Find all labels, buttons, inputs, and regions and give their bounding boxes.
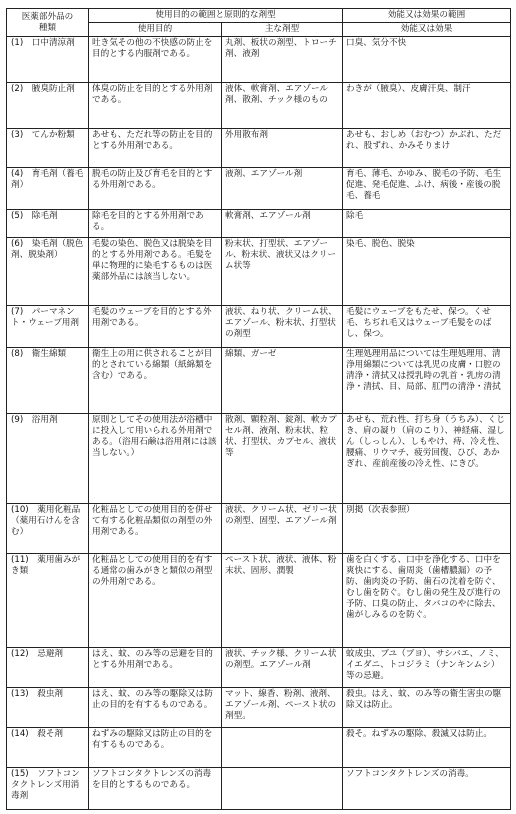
header-category xyxy=(7,9,89,37)
table-row xyxy=(7,414,511,504)
table-row xyxy=(7,688,511,728)
category-cell: (13) 殺虫剤 xyxy=(7,688,89,728)
efficacy-cell: あせも、荒れ性、打ち身（うちみ）、くじき、肩の凝り（肩のこり）、神経痛、湿しん（しっしん）、しもやけ、痔、冷え性、腰痛、リウマチ、疲労回復、ひび、あかぎれ、産前産後の冷え性、にきび。 xyxy=(343,414,511,504)
quasi-drug-table xyxy=(6,8,511,810)
efficacy-cell: 生理処理用品については生理処理用、清浄用綿類については乳児の皮膚・口腔の清浄・清拭又は授乳時の乳首・乳房の清浄・清拭、目、局部、肛門の清浄・清拭 xyxy=(343,348,511,414)
table-row xyxy=(7,348,511,414)
table-row xyxy=(7,168,511,210)
dosage-cell: 綿類、ガーゼ xyxy=(222,348,343,414)
table-row xyxy=(7,129,511,168)
dosage-cell: 液状、ねり状、クリーム状、エアゾール、粉末状、打型状の剤型 xyxy=(222,306,343,348)
category-cell: (4) 育毛剤（養毛剤） xyxy=(7,168,89,210)
efficacy-cell: 染毛、脱色、脱染 xyxy=(343,238,511,306)
header-category-line2: 種類 xyxy=(38,22,57,33)
header-dosage: 主な剤型 xyxy=(222,23,343,37)
efficacy-cell: 殺虫。はえ、蚊、のみ等の衛生害虫の駆除又は防止。 xyxy=(343,688,511,728)
header-efficacy: 効能又は効果 xyxy=(343,23,511,37)
efficacy-cell: 口臭、気分不快 xyxy=(343,37,511,83)
purpose-cell: 除毛を目的とする外用剤である。 xyxy=(89,210,222,238)
category-cell: (2) 腋臭防止剤 xyxy=(7,83,89,129)
purpose-cell: はえ、蚊、のみ等の忌避を目的とする外用剤である。 xyxy=(89,648,222,688)
dosage-cell xyxy=(222,768,343,810)
category-cell: (8) 衛生綿類 xyxy=(7,348,89,414)
table-row xyxy=(7,83,511,129)
category-cell: (15) ソフトコンタクトレンズ用消毒剤 xyxy=(7,768,89,810)
dosage-cell: 粉末状、打型状、エアゾール、粉末状、液状又はクリーム状等 xyxy=(222,238,343,306)
purpose-cell: 体臭の防止を目的とする外用剤である。 xyxy=(89,83,222,129)
efficacy-cell: 殺そ。ねずみの駆除、殺滅又は防止。 xyxy=(343,728,511,768)
category-cell: (11) 薬用歯みがき類 xyxy=(7,554,89,648)
header-purpose-group: 使用目的の範囲と原則的な剤型 xyxy=(89,9,343,23)
header-category-line1: 医薬部外品の xyxy=(21,11,74,22)
table-row xyxy=(7,37,511,83)
category-cell: (14) 殺そ剤 xyxy=(7,728,89,768)
header-efficacy-group: 効能又は効果の範囲 xyxy=(343,9,511,23)
category-cell: (7) パーマネント・ウェーブ用剤 xyxy=(7,306,89,348)
dosage-cell: マット、線香、粉剤、液剤、エアゾール剤、ペースト状の剤型。 xyxy=(222,688,343,728)
purpose-cell: あせも、ただれ等の防止を目的とする外用剤である。 xyxy=(89,129,222,168)
category-cell: (3) てんか粉類 xyxy=(7,129,89,168)
dosage-cell: 丸剤、板状の剤型、トローチ剤、液剤 xyxy=(222,37,343,83)
efficacy-cell: 除毛 xyxy=(343,210,511,238)
category-cell: (12) 忌避剤 xyxy=(7,648,89,688)
category-cell: (1) 口中清涼剤 xyxy=(7,37,89,83)
category-cell: (9) 浴用剤 xyxy=(7,414,89,504)
purpose-cell: 毛髪の染色、脱色又は脱染を目的とする外用剤である。毛髪を単に物理的に染毛するものは医薬部外品には該当しない。 xyxy=(89,238,222,306)
table-row xyxy=(7,728,511,768)
table-row xyxy=(7,504,511,554)
efficacy-cell: 育毛、薄毛、かゆみ、脱毛の予防、毛生促進、発毛促進、ふけ、病後・産後の脱毛、養毛 xyxy=(343,168,511,210)
purpose-cell: はえ、蚊、のみ等の駆除又は防止の目的を有するものである。 xyxy=(89,688,222,728)
efficacy-cell: わきが（腋臭）、皮膚汗臭、制汗 xyxy=(343,83,511,129)
dosage-cell: 液状、チック様、クリーム状の剤型。エアゾール剤 xyxy=(222,648,343,688)
purpose-cell: 毛髪のウェーブを目的とする外用剤である。 xyxy=(89,306,222,348)
category-cell: (10) 薬用化粧品（薬用石けんを含む） xyxy=(7,504,89,554)
dosage-cell: 散剤、顆粒剤、錠剤、軟カプセル剤、液剤、粉末状、粒状、打型状、カプセル、液状等 xyxy=(222,414,343,504)
purpose-cell: 化粧品としての使用目的を有する通常の歯みがきと類似の剤型の外用剤である。 xyxy=(89,554,222,648)
efficacy-cell: 歯を白くする、口中を浄化する、口中を爽快にする、歯周炎（歯槽膿漏）の予防、歯肉炎の予防、歯石の沈着を防ぐ、むし歯を防ぐ。むし歯の発生及び進行の予防、口臭の防止、タバコのやに除去、歯がしみるのを防ぐ。 xyxy=(343,554,511,648)
table-row xyxy=(7,210,511,238)
efficacy-cell: あせも、おしめ（おむつ）かぶれ、ただれ、股ずれ、かみそりまけ xyxy=(343,129,511,168)
dosage-cell: ペースト状、液状、液体、粉末状、固形、潤製 xyxy=(222,554,343,648)
purpose-cell: ねずみの駆除又は防止の目的を有するものである。 xyxy=(89,728,222,768)
table-row xyxy=(7,768,511,810)
category-cell: (5) 除毛剤 xyxy=(7,210,89,238)
dosage-cell xyxy=(222,728,343,768)
category-cell: (6) 染毛剤（脱色剤、脱染剤） xyxy=(7,238,89,306)
purpose-cell: 吐き気その他の不快感の防止を目的とする内服剤である。 xyxy=(89,37,222,83)
purpose-cell: 衛生上の用に供されることが目的とされている綿類（紙綿類を含む）である。 xyxy=(89,348,222,414)
efficacy-cell: 毛髪にウェーブをもたせ、保つ。くせ毛、ちぢれ毛又はウェーブ毛髪をのばし、保つ。 xyxy=(343,306,511,348)
table-row xyxy=(7,648,511,688)
table-row xyxy=(7,238,511,306)
purpose-cell: 脱毛の防止及び育毛を目的とする外用剤である。 xyxy=(89,168,222,210)
header-purpose: 使用目的 xyxy=(89,23,222,37)
purpose-cell: 原則としてその使用法が浴槽中に投入して用いられる外用剤である。（浴用石鹸は浴用剤には該当しない。） xyxy=(89,414,222,504)
dosage-cell: 軟膏剤、エアゾール剤 xyxy=(222,210,343,238)
table-row xyxy=(7,306,511,348)
purpose-cell: ソフトコンタクトレンズの消毒を目的とするものである。 xyxy=(89,768,222,810)
table-row xyxy=(7,554,511,648)
dosage-cell: 液状、クリーム状、ゼリー状の剤型、固型、エアゾール剤 xyxy=(222,504,343,554)
dosage-cell: 液剤、エアゾール剤 xyxy=(222,168,343,210)
purpose-cell: 化粧品としての使用目的を併せて有する化粧品類似の剤型の外用剤である。 xyxy=(89,504,222,554)
efficacy-cell: 蚊成虫、ブユ（ブヨ）、サシバエ、ノミ、イエダニ、トコジラミ（ナンキンムシ）等の忌避。 xyxy=(343,648,511,688)
efficacy-cell: 別掲（次表参照） xyxy=(343,504,511,554)
dosage-cell: 液体、軟膏剤、エアゾール剤、散剤、チック様のもの xyxy=(222,83,343,129)
dosage-cell: 外用散布剤 xyxy=(222,129,343,168)
efficacy-cell: ソフトコンタクトレンズの消毒。 xyxy=(343,768,511,810)
